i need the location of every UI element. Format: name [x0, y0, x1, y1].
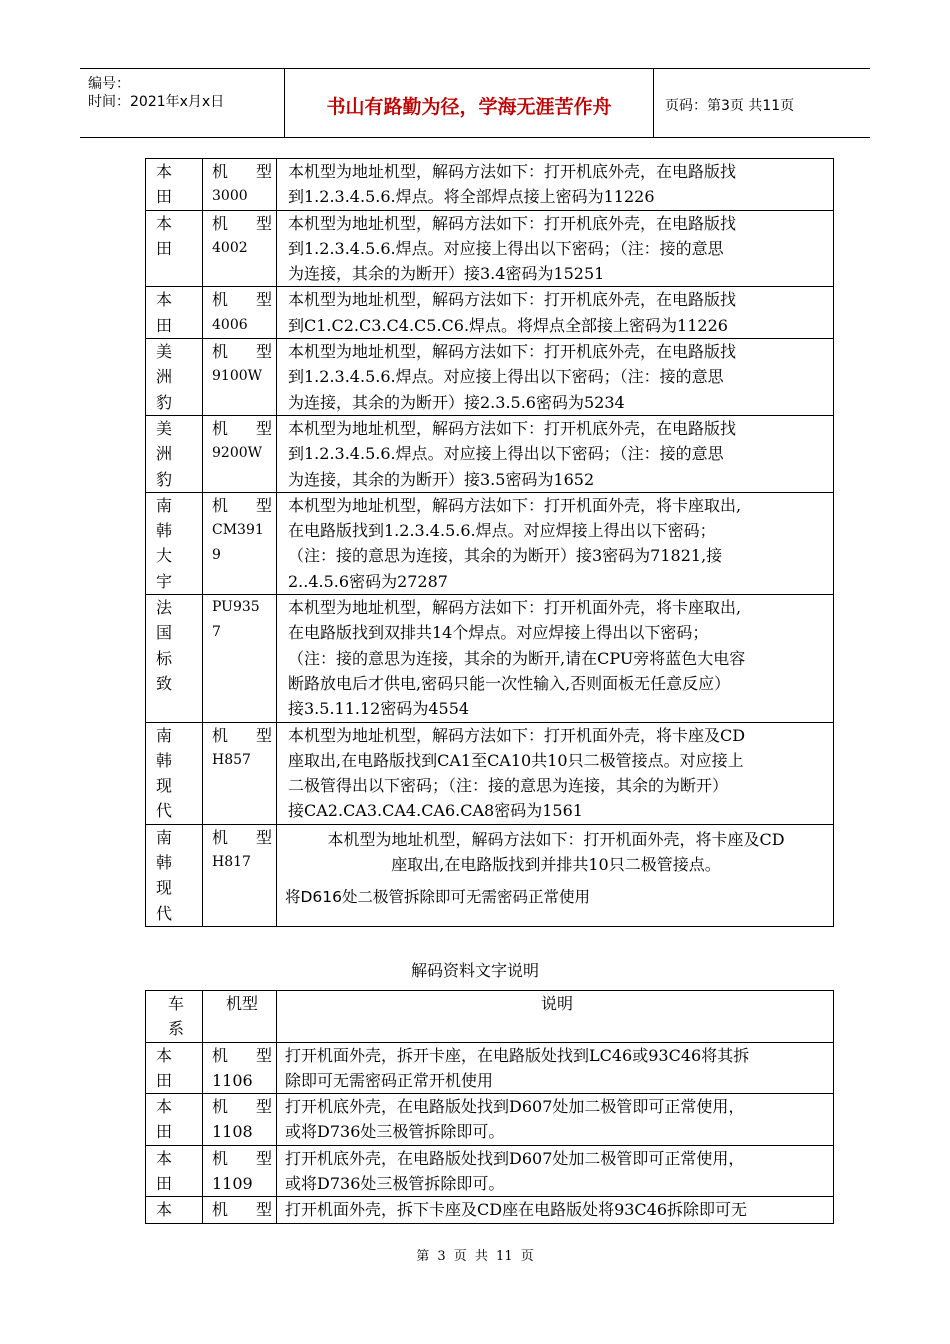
model-cell — [203, 415, 277, 492]
model-cell — [203, 722, 277, 824]
model-number-cont: 9 — [212, 547, 221, 564]
description-line: 到1.2.3.4.5.6.焊点。对应接上得出以下密码；（注：接的意思 — [288, 238, 724, 258]
header-brand-line: 车 — [167, 994, 184, 1013]
page-header — [80, 68, 870, 138]
brand-char: 田 — [156, 1174, 173, 1194]
description-line: 本机型为地址机型，解码方法如下：打开机底外壳，在电路版找 — [288, 162, 737, 181]
description-line: 为连接，其余的为断开）接3.5密码为1652 — [288, 469, 595, 489]
description-line: 本机型为地址机型，解码方法如下：打开机面外壳，将卡座及CD — [327, 829, 785, 849]
brand-char: 本 — [156, 162, 173, 181]
model-prefix-char: 机 — [212, 342, 229, 362]
brand-cell — [146, 339, 203, 416]
description-line: 本机型为地址机型，解码方法如下：打开机面外壳，将卡座取出, — [288, 598, 742, 618]
model-number: 1106 — [212, 1070, 253, 1090]
model-prefix-char: 机 — [212, 1200, 229, 1220]
description-cell — [277, 1094, 834, 1146]
description-line: 本机型为地址机型，解码方法如下：打开机底外壳，在电路版找 — [288, 213, 737, 233]
description-line: 本机型为地址机型，解码方法如下：打开机面外壳，将卡座及CD — [288, 725, 746, 745]
model-cell — [203, 1042, 277, 1094]
decode-table-1 — [145, 158, 834, 927]
model-cell — [203, 210, 277, 287]
description-line: 除即可无需密码正常开机使用 — [285, 1070, 494, 1090]
description-line: 到1.2.3.4.5.6.焊点。对应接上得出以下密码；（注：接的意思 — [288, 444, 724, 464]
header-description: 说明 — [277, 991, 834, 1043]
description-cell — [277, 415, 834, 492]
model-number: 1108 — [212, 1122, 253, 1142]
description-cell — [277, 339, 834, 416]
header-brand-line: 系 — [167, 1019, 184, 1039]
model-prefix — [212, 1043, 272, 1068]
brand-char: 代 — [156, 801, 173, 821]
description-line: 或将D736处三极管拆除即可。 — [285, 1122, 505, 1142]
brand-char: 南 — [156, 827, 173, 847]
description-line: 为连接，其余的为断开）接3.4密码为15251 — [288, 264, 605, 284]
model-prefix-char: 机 — [212, 1148, 229, 1168]
model-cell — [203, 1094, 277, 1146]
model-prefix — [212, 723, 272, 748]
brand-char: 南 — [156, 725, 173, 745]
brand-char: 本 — [156, 1045, 173, 1065]
page-footer: 第 3 页 共 11 页 — [416, 1249, 534, 1264]
brand-char: 大 — [156, 546, 173, 566]
description-line: 在电路版找到双排共14个焊点。对应焊接上得出以下密码； — [288, 623, 709, 643]
brand-cell — [146, 287, 203, 339]
model-prefix — [212, 416, 272, 441]
model-cell — [203, 492, 277, 594]
model-number: H857 — [212, 751, 251, 768]
description-line: 到C1.C2.C3.C4.C5.C6.焊点。将焊点全部接上密码为11226 — [288, 315, 728, 335]
brand-char: 本 — [156, 290, 173, 310]
brand-char: 美 — [156, 342, 173, 362]
description-line: 到1.2.3.4.5.6.焊点。将全部焊点接上密码为11226 — [288, 187, 655, 207]
model-prefix — [212, 211, 272, 236]
model-prefix-char: 机 — [212, 495, 229, 515]
brand-cell — [146, 1145, 203, 1197]
model-prefix-char: 型 — [255, 495, 272, 515]
model-number: 9100W — [212, 368, 263, 385]
brand-cell — [146, 492, 203, 594]
number-label: 编号： — [88, 76, 130, 92]
table-row — [146, 595, 834, 722]
brand-char: 法 — [156, 598, 173, 618]
brand-char: 现 — [156, 878, 173, 898]
header-motto: 书山有路勤为径，学海无涯苦作舟 — [285, 69, 654, 137]
model-prefix-char: 机 — [212, 1097, 229, 1117]
brand-char: 南 — [156, 495, 173, 515]
description-line: 或将D736处三极管拆除即可。 — [285, 1174, 505, 1194]
description-cell — [277, 210, 834, 287]
model-prefix-char: 机 — [212, 827, 229, 847]
model-number: CM391 — [212, 522, 264, 539]
brand-char: 田 — [156, 187, 173, 207]
description-line: 到1.2.3.4.5.6.焊点。对应接上得出以下密码；（注：接的意思 — [288, 367, 724, 387]
brand-cell — [146, 722, 203, 824]
brand-char: 致 — [156, 673, 173, 693]
description-line: 2..4.5.6密码为27287 — [288, 571, 448, 591]
model-prefix-char: 型 — [255, 1045, 272, 1065]
model-prefix — [212, 287, 272, 312]
description-cell — [277, 595, 834, 722]
brand-cell — [146, 1042, 203, 1094]
table-row — [146, 287, 834, 339]
model-number: 4002 — [212, 239, 248, 256]
model-number: 9200W — [212, 445, 263, 462]
model-cell — [203, 159, 277, 211]
description-cell: 打开机面外壳，拆下卡座及CD座在电路版处将93C46拆除即可无 — [277, 1197, 834, 1223]
model-prefix — [212, 493, 272, 518]
description-line: 将D616处二极管拆除即可无需密码正常使用 — [285, 888, 591, 907]
model-prefix-char: 机 — [212, 418, 229, 438]
section-title: 解码资料文字说明 — [410, 961, 539, 980]
brand-cell — [146, 1094, 203, 1146]
description-cell — [277, 287, 834, 339]
description-cell — [277, 824, 834, 926]
description-line: 本机型为地址机型，解码方法如下：打开机底外壳，在电路版找 — [288, 290, 737, 310]
table-row — [146, 722, 834, 824]
model-number-cont: 7 — [212, 624, 221, 641]
description-cell — [277, 1042, 834, 1094]
description-cell — [277, 722, 834, 824]
description-line: 本机型为地址机型，解码方法如下：打开机底外壳，在电路版找 — [288, 418, 737, 438]
model-prefix-char: 机 — [212, 162, 229, 181]
description-line: 接3.5.11.12密码为4554 — [288, 699, 470, 719]
model-prefix — [212, 159, 272, 184]
brand-char: 田 — [156, 238, 173, 258]
model-cell — [203, 824, 277, 926]
brand-char: 宇 — [156, 571, 173, 591]
description-cell — [277, 492, 834, 594]
header-model: 机型 — [203, 991, 277, 1043]
brand-char: 韩 — [156, 853, 173, 873]
model-prefix-char: 型 — [255, 827, 272, 847]
table-row — [146, 339, 834, 416]
brand-cell — [146, 210, 203, 287]
brand-char: 洲 — [156, 367, 173, 387]
header-page-info: 页码：第3页 共11页 — [665, 98, 795, 114]
table-row — [146, 415, 834, 492]
time-label: 时间：2021年x月x日 — [88, 94, 225, 110]
description-line: 接CA2.CA3.CA4.CA6.CA8密码为1561 — [288, 801, 583, 821]
brand-char: 田 — [156, 1122, 173, 1142]
description-line: 为连接，其余的为断开）接2.3.5.6密码为5234 — [288, 392, 625, 412]
model-cell — [203, 339, 277, 416]
model-cell — [203, 1145, 277, 1197]
model-prefix-char: 型 — [255, 418, 272, 438]
model-prefix-char: 型 — [255, 1200, 272, 1220]
brand-char: 本 — [156, 1148, 173, 1168]
decode-table-2 — [145, 990, 834, 1224]
description-line: 在电路版找到1.2.3.4.5.6.焊点。对应焊接上得出以下密码； — [288, 521, 716, 541]
description-line: 打开机面外壳，拆开卡座，在电路版处找到LC46或93C46将其拆 — [285, 1045, 750, 1065]
model-number: PU935 — [212, 599, 260, 616]
model-number: 4006 — [212, 316, 248, 333]
model-prefix-char: 型 — [255, 162, 272, 181]
model-prefix-char: 型 — [255, 725, 272, 745]
model-prefix — [212, 825, 272, 850]
model-prefix — [212, 1146, 272, 1171]
description-line: 二极管得出以下密码；（注：接的意思为连接，其余的为断开） — [288, 776, 729, 796]
brand-char: 本 — [156, 213, 173, 233]
brand-char: 田 — [156, 1070, 173, 1090]
description-line: 座取出,在电路版找到并排共10只二极管接点。 — [391, 855, 721, 875]
table-row — [146, 1197, 834, 1223]
model-prefix-char: 型 — [255, 342, 272, 362]
model-number: H817 — [212, 854, 251, 871]
model-cell — [203, 1197, 277, 1223]
table-row — [146, 1145, 834, 1197]
brand-char: 韩 — [156, 521, 173, 541]
model-prefix-char: 机 — [212, 290, 229, 310]
header-brand — [146, 991, 203, 1043]
table-row — [146, 1094, 834, 1146]
description-line: 本机型为地址机型，解码方法如下：打开机底外壳，在电路版找 — [288, 342, 737, 362]
model-prefix-char: 型 — [255, 1097, 272, 1117]
model-number: 1109 — [212, 1174, 253, 1194]
brand-char: 豹 — [156, 469, 173, 489]
header-meta — [80, 69, 285, 137]
brand-char: 标 — [156, 648, 173, 668]
brand-cell — [146, 159, 203, 211]
table-row — [146, 492, 834, 594]
model-number: 3000 — [212, 188, 248, 205]
description-line: 座取出,在电路版找到CA1至CA10共10只二极管接点。对应接上 — [288, 750, 744, 770]
model-prefix-char: 机 — [212, 1045, 229, 1065]
brand-char: 美 — [156, 418, 173, 438]
model-cell — [203, 287, 277, 339]
description-line: （注：接的意思为连接，其余的为断开,请在CPU旁将蓝色大电容 — [288, 648, 746, 668]
table-row — [146, 824, 834, 926]
table-row — [146, 159, 834, 211]
model-prefix-char: 型 — [255, 1148, 272, 1168]
description-cell — [277, 159, 834, 211]
brand-char: 本 — [156, 1097, 173, 1117]
brand-char: 现 — [156, 776, 173, 796]
description-line: （注：接的意思为连接，其余的为断开）接3密码为71821,接 — [288, 546, 723, 566]
model-prefix — [212, 339, 272, 364]
brand-cell — [146, 824, 203, 926]
table-row — [146, 210, 834, 287]
description-line: 断路放电后才供电,密码只能一次性输入,否则面板无任意反应） — [288, 673, 731, 693]
model-cell — [203, 595, 277, 722]
brand-char: 韩 — [156, 750, 173, 770]
brand-cell: 本 — [146, 1197, 203, 1223]
model-prefix — [212, 1094, 272, 1119]
model-prefix-char: 机 — [212, 213, 229, 233]
description-cell — [277, 1145, 834, 1197]
description-line: 打开机底外壳，在电路版处找到D607处加二极管即可正常使用， — [285, 1148, 745, 1168]
brand-cell — [146, 595, 203, 722]
brand-char: 豹 — [156, 392, 173, 412]
brand-char: 田 — [156, 315, 173, 335]
description-line: 本机型为地址机型，解码方法如下：打开机面外壳，将卡座取出, — [288, 495, 742, 515]
model-prefix-char: 型 — [255, 290, 272, 310]
model-prefix — [212, 1197, 272, 1222]
model-prefix-char: 机 — [212, 725, 229, 745]
brand-char: 国 — [156, 623, 173, 643]
description-line: 打开机底外壳，在电路版处找到D607处加二极管即可正常使用， — [285, 1097, 745, 1117]
brand-char: 洲 — [156, 444, 173, 464]
model-prefix-char: 型 — [255, 213, 272, 233]
table-row — [146, 1042, 834, 1094]
table-header-row — [146, 991, 834, 1043]
brand-cell — [146, 415, 203, 492]
brand-char: 代 — [156, 903, 173, 923]
